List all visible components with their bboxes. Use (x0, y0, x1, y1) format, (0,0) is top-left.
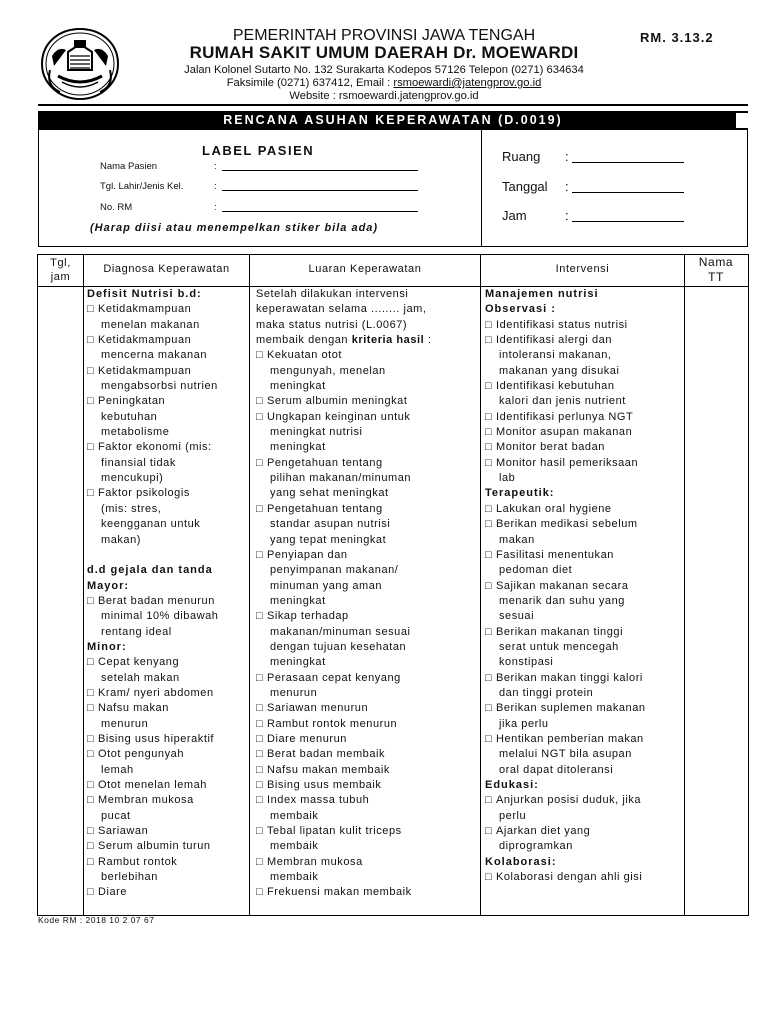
intervensi-checkbox-item[interactable]: □ Sajikan makanan secara (485, 579, 683, 594)
footer-code: Kode RM : 2018 10 2 07 67 (38, 915, 155, 925)
diagnosa-checkbox-item[interactable]: □ Ketidakmampuan (87, 302, 248, 317)
diagnosa-text-line: mengabsorbsi nutrien (101, 380, 218, 393)
luaran-text-line: meningkat (270, 594, 326, 607)
intervensi-checkbox-item[interactable]: □ Fasilitasi menentukan (485, 548, 683, 563)
luaran-checkbox-item[interactable]: □ Perasaan cepat kenyang (256, 671, 478, 686)
tanggal-field[interactable] (572, 182, 684, 193)
tanggal-colon: : (565, 179, 569, 194)
patient-name-field[interactable] (222, 162, 418, 171)
luaran-text-line: penyimpanan makanan/ (270, 564, 399, 577)
luaran-text-line: meningkat nutrisi (270, 426, 363, 439)
luaran-checkbox-item[interactable]: □ Rambut rontok menurun (256, 717, 478, 732)
diagnosa-checkbox-item[interactable]: □ Ketidakmampuan (87, 333, 248, 348)
diagnosa-checkbox-item[interactable]: □ Otot menelan lemah (87, 778, 248, 793)
luaran-checkbox-item[interactable]: □ Bising usus membaik (256, 778, 478, 793)
diagnosa-text-line: pucat (101, 809, 131, 822)
intervensi-text-line: perlu (499, 809, 527, 822)
luaran-text-line: yang sehat meningkat (270, 487, 389, 500)
patient-name-colon: : (214, 161, 217, 172)
luaran-checkbox-item[interactable]: □ Pengetahuan tentang (256, 502, 478, 517)
address-line: Jalan Kolonel Sutarto No. 132 Surakarta Kodepos 57126 Telepon (0271) 634634 (184, 64, 584, 76)
intervensi-checkbox-item[interactable]: □ Berikan makan tinggi kalori (485, 671, 683, 686)
rm-number-field[interactable] (222, 203, 418, 212)
luaran-text-line: keperawatan selama ........ jam, (256, 303, 427, 316)
intervensi-section-heading: Edukasi: (485, 779, 539, 791)
intervensi-checkbox-item[interactable]: □ Berikan medikasi sebelum (485, 517, 683, 532)
intervensi-text-line: serat untuk mencegah (499, 640, 619, 653)
hospital-name: RUMAH SAKIT UMUM DAERAH Dr. MOEWARDI (189, 43, 579, 62)
intervensi-text-line: menarik dan suhu yang (499, 594, 625, 607)
diagnosa-checkbox-item[interactable]: □ Membran mukosa (87, 793, 248, 808)
luaran-text-line: pilihan makanan/minuman (270, 472, 412, 485)
intervensi-text-line: makan (499, 533, 535, 546)
luaran-text-line: standar asupan nutrisi (270, 518, 391, 531)
header-divider (38, 104, 748, 106)
diagnosa-checkbox-item[interactable]: □ Peningkatan (87, 394, 248, 409)
luaran-checkbox-item[interactable]: □ Serum albumin meningkat (256, 394, 478, 409)
intervensi-checkbox-item[interactable]: □ Hentikan pemberian makan (485, 732, 683, 747)
intervensi-checkbox-item[interactable]: □ Identifikasi kebutuhan (485, 379, 683, 394)
ruang-colon: : (565, 149, 569, 164)
luaran-text-line: membaik (270, 809, 319, 822)
rm-number-label: No. RM (100, 202, 133, 213)
diagnosa-section-heading: d.d gejala dan tanda (87, 564, 213, 577)
diagnosa-checkbox-item[interactable]: □ Diare (87, 885, 248, 900)
luaran-text-line: membaik dengan kriteria hasil : (256, 334, 432, 347)
diagnosa-section-heading: Mayor: (87, 579, 130, 592)
jam-colon: : (565, 208, 569, 223)
luaran-text-line: yang tepat meningkat (270, 533, 387, 546)
header-tgl: Tgl, (50, 257, 71, 269)
diagnosa-text-line: setelah makan (101, 671, 180, 684)
intervensi-section-heading: Kolaborasi: (485, 855, 557, 868)
diagnosa-text-line: menelan makanan (101, 318, 200, 331)
tanggal-label: Tanggal (502, 179, 548, 194)
diagnosa-text-line: rentang ideal (101, 625, 172, 638)
luaran-checkbox-item[interactable]: □ Index massa tubuh (256, 793, 478, 808)
intervensi-section-heading: Manajemen nutrisi (485, 288, 599, 300)
diagnosa-text-line: mencerna makanan (101, 349, 208, 362)
diagnosa-text-line: makan) (101, 533, 141, 546)
diagnosa-column (87, 287, 248, 901)
form-code: RM. 3.13.2 (640, 30, 714, 45)
intervensi-column (485, 287, 683, 885)
luaran-text-line: menurun (270, 686, 318, 699)
luaran-text-line: meningkat (270, 656, 326, 669)
diagnosa-checkbox-item[interactable]: □ Rambut rontok (87, 855, 248, 870)
diagnosa-text-line: berlebihan (101, 871, 158, 884)
diagnosa-checkbox-item[interactable]: □ Berat badan menurun (87, 594, 248, 609)
intervensi-checkbox-item[interactable]: □ Kolaborasi dengan ahli gisi (485, 870, 683, 885)
ruang-label: Ruang (502, 149, 541, 164)
luaran-checkbox-item[interactable]: □ Sariawan menurun (256, 701, 478, 716)
diagnosa-checkbox-item[interactable]: □ Serum albumin turun (87, 839, 248, 854)
intervensi-checkbox-item[interactable]: □ Berikan suplemen makanan (485, 701, 683, 716)
diagnosa-text-line: menurun (101, 717, 149, 730)
diagnosa-checkbox-item[interactable]: □ Bising usus hiperaktif (87, 732, 248, 747)
luaran-checkbox-item[interactable]: □ Frekuensi makan membaik (256, 885, 478, 900)
luaran-text-line: Setelah dilakukan intervensi (256, 288, 409, 300)
intervensi-text-line: kalori dan jenis nutrient (499, 395, 626, 408)
intervensi-text-line: lab (499, 472, 516, 485)
luaran-checkbox-item[interactable]: □ Sikap terhadap (256, 609, 478, 624)
luaran-checkbox-item[interactable]: □ Diare menurun (256, 732, 478, 747)
label-title: LABEL PASIEN (202, 143, 315, 158)
diagnosa-section-heading: Defisit Nutrisi b.d: (87, 288, 202, 300)
diagnosa-text-line: (mis: stres, (101, 502, 162, 515)
title-corner-cell (735, 113, 748, 128)
form-title: RENCANA ASUHAN KEPERAWATAN (D.0019) (223, 113, 563, 127)
diagnosa-text-line: keengganan untuk (101, 518, 201, 531)
header-intervensi: Intervensi (555, 263, 610, 275)
diagnosa-checkbox-item[interactable]: □ Sariawan (87, 824, 248, 839)
intervensi-checkbox-item[interactable]: □ Lakukan oral hygiene (485, 502, 683, 517)
diagnosa-text-line: minimal 10% dibawah (101, 610, 219, 623)
diagnosa-checkbox-item[interactable]: □ Otot pengunyah (87, 747, 248, 762)
header-diagnosa: Diagnosa Keperawatan (103, 263, 230, 275)
intervensi-checkbox-item[interactable]: □ Anjurkan posisi duduk, jika (485, 793, 683, 808)
luaran-checkbox-item[interactable]: □ Penyiapan dan (256, 548, 478, 563)
luaran-checkbox-item[interactable]: □ Ungkapan keinginan untuk (256, 410, 478, 425)
jam-label: Jam (502, 208, 527, 223)
header-tt: TT (708, 270, 724, 284)
intervensi-text-line: konstipasi (499, 656, 554, 669)
hospital-contact (0, 64, 768, 103)
dob-sex-field[interactable] (222, 182, 418, 191)
diagnosa-checkbox-item[interactable]: □ Nafsu makan (87, 701, 248, 716)
luaran-checkbox-item[interactable]: □ Kekuatan otot (256, 348, 478, 363)
fax-email-line (0, 77, 768, 90)
header-nama: Nama (698, 255, 734, 269)
label-box-divider (481, 130, 482, 247)
intervensi-section-heading: Observasi : (485, 303, 556, 316)
header-jam: jam (50, 271, 71, 283)
header-nama-tt (685, 255, 747, 285)
diagnosa-checkbox-item[interactable]: □ Faktor ekonomi (mis: (87, 440, 248, 455)
header-luaran: Luaran Keperawatan (308, 263, 422, 275)
email-link[interactable]: rsmoewardi@jatengprov.go.id (393, 77, 542, 89)
rm-number-colon: : (214, 202, 217, 213)
luaran-checkbox-item[interactable]: □ Pengetahuan tentang (256, 456, 478, 471)
intervensi-checkbox-item[interactable]: □ Identifikasi perlunya NGT (485, 410, 683, 425)
intervensi-text-line: oral dapat ditoleransi (499, 763, 614, 776)
luaran-column (256, 287, 478, 901)
diagnosa-checkbox-item[interactable]: □ Cepat kenyang (87, 655, 248, 670)
intervensi-checkbox-item[interactable]: □ Berikan makanan tinggi (485, 625, 683, 640)
diagnosa-text-line: lemah (101, 763, 134, 776)
col-divider-2 (249, 254, 250, 916)
government-heading: PEMERINTAH PROVINSI JAWA TENGAH (232, 27, 536, 44)
intervensi-text-line: diprogramkan (499, 840, 573, 853)
form-title-band (38, 111, 748, 130)
luaran-text-line: meningkat (270, 441, 326, 454)
luaran-checkbox-item[interactable]: □ Nafsu makan membaik (256, 763, 478, 778)
diagnosa-text-line (87, 548, 248, 563)
intervensi-text-line: sesuai (499, 610, 535, 623)
luaran-text-line: minuman yang aman (270, 579, 383, 592)
diagnosa-section-heading: Minor: (87, 640, 127, 653)
luaran-text-line: makanan/minuman sesuai (270, 625, 411, 638)
intervensi-text-line: makanan yang disukai (499, 364, 620, 377)
intervensi-checkbox-item[interactable]: □ Monitor asupan makanan (485, 425, 683, 440)
diagnosa-text-line: metabolisme (101, 426, 170, 439)
website-line: Website : rsmoewardi.jatengprov.go.id (289, 90, 479, 102)
patient-name-label: Nama Pasien (100, 161, 158, 172)
col-divider-4 (684, 254, 685, 916)
intervensi-text-line: melalui NGT bila asupan (499, 748, 632, 761)
diagnosa-checkbox-item[interactable]: □ Kram/ nyeri abdomen (87, 686, 248, 701)
intervensi-checkbox-item[interactable]: □ Monitor berat badan (485, 440, 683, 455)
diagnosa-text-line: mencukupi) (101, 472, 164, 485)
diagnosa-checkbox-item[interactable]: □ Ketidakmampuan (87, 364, 248, 379)
col-divider-3 (480, 254, 481, 916)
diagnosa-text-line: finansial tidak (101, 456, 176, 469)
luaran-checkbox-item[interactable]: □ Membran mukosa (256, 855, 478, 870)
col-divider-1 (83, 254, 84, 916)
intervensi-checkbox-item[interactable]: □ Identifikasi status nutrisi (485, 318, 683, 333)
dob-sex-label: Tgl. Lahir/Jenis Kel. (100, 181, 184, 192)
dob-sex-colon: : (214, 181, 217, 192)
intervensi-text-line: pedoman diet (499, 564, 573, 577)
diagnosa-checkbox-item[interactable]: □ Faktor psikologis (87, 486, 248, 501)
label-instruction: (Harap diisi atau menempelkan stiker bila ada) (90, 222, 379, 234)
luaran-checkbox-item[interactable]: □ Tebal lipatan kulit triceps (256, 824, 478, 839)
intervensi-text-line: dan tinggi protein (499, 686, 594, 699)
luaran-text-line: meningkat (270, 380, 326, 393)
luaran-text-line: dengan tujuan kesehatan (270, 640, 407, 653)
diagnosa-text-line: kebutuhan (101, 410, 158, 423)
fax-text: Faksimile (0271) 637412, Email : (226, 77, 394, 89)
luaran-text-line: mengunyah, menelan (270, 364, 386, 377)
luaran-text-line: membaik (270, 840, 319, 853)
luaran-checkbox-item[interactable]: □ Berat badan membaik (256, 747, 478, 762)
header-tgl-jam (38, 256, 83, 284)
intervensi-section-heading: Terapeutik: (485, 487, 555, 500)
intervensi-text-line: intoleransi makanan, (499, 349, 612, 362)
intervensi-checkbox-item[interactable]: □ Monitor hasil pemeriksaan (485, 456, 683, 471)
luaran-text-line: membaik (270, 871, 319, 884)
intervensi-text-line: jika perlu (499, 717, 549, 730)
intervensi-checkbox-item[interactable]: □ Ajarkan diet yang (485, 824, 683, 839)
luaran-text-line: maka status nutrisi (L.0067) (256, 318, 408, 331)
ruang-field[interactable] (572, 152, 684, 163)
jam-field[interactable] (572, 211, 684, 222)
intervensi-checkbox-item[interactable]: □ Identifikasi alergi dan (485, 333, 683, 348)
